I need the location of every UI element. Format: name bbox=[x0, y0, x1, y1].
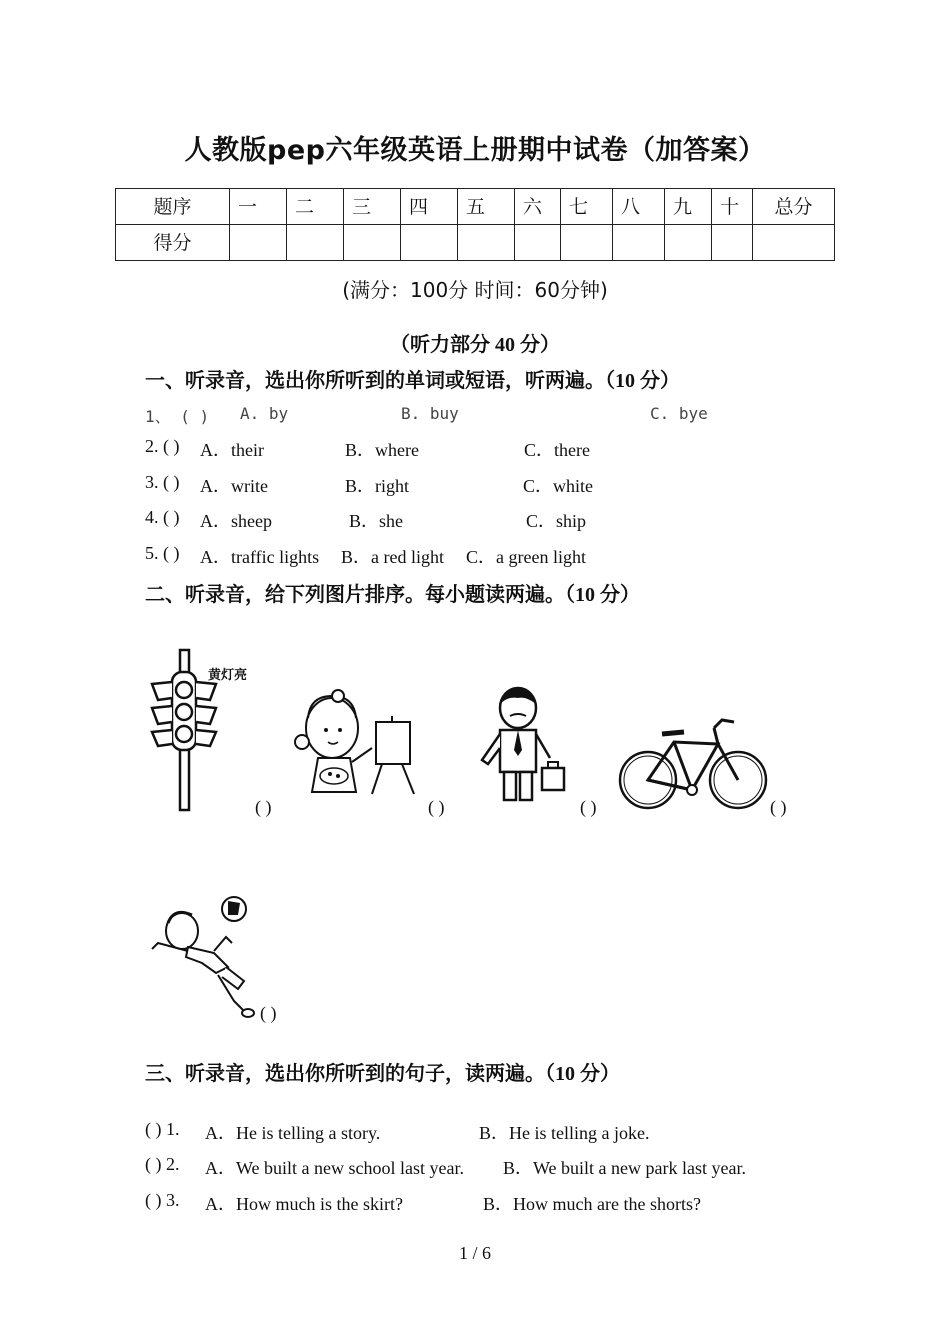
s3-q1-option-a: A．He is telling a story. bbox=[205, 1123, 381, 1143]
score-table-score-row bbox=[116, 225, 835, 261]
q2-option-c: C．there bbox=[524, 440, 590, 460]
q4-number: 4. ( ) bbox=[145, 507, 180, 527]
s3-q3-option-a: A．How much is the skirt? bbox=[205, 1194, 403, 1214]
q1-option-a: A. by bbox=[240, 404, 289, 423]
q5-option-b: B．a red light bbox=[341, 547, 444, 567]
bicycle-picture bbox=[618, 716, 770, 812]
answer-blank-1[interactable]: ( ) bbox=[255, 797, 272, 817]
q3-option-c: C．white bbox=[523, 476, 593, 496]
page-number: 1 / 6 bbox=[458, 1243, 491, 1263]
score-header-cell: 八 bbox=[613, 189, 665, 225]
score-cell[interactable] bbox=[561, 225, 613, 261]
page-title: 人教版pep六年级英语上册期中试卷（加答案） bbox=[184, 135, 766, 166]
listening-part-heading: （听力部分 40 分） bbox=[390, 334, 560, 356]
score-header-cell: 一 bbox=[230, 189, 287, 225]
score-cell[interactable] bbox=[665, 225, 712, 261]
exam-note: (满分：100分 时间：60分钟) bbox=[342, 278, 608, 302]
score-cell[interactable] bbox=[401, 225, 458, 261]
q5-option-a: A．traffic lights bbox=[200, 547, 320, 567]
answer-blank-3[interactable]: ( ) bbox=[580, 797, 597, 817]
boy-playing-football-picture bbox=[148, 893, 258, 1023]
q4-option-c: C．ship bbox=[526, 511, 587, 531]
score-cell[interactable] bbox=[287, 225, 344, 261]
score-table bbox=[115, 188, 835, 261]
s3-q3-option-b: B．How much are the shorts? bbox=[483, 1194, 701, 1214]
s3-q2-number: ( ) 2. bbox=[145, 1154, 180, 1174]
q4-option-a: A．sheep bbox=[200, 511, 272, 531]
q4-option-b: B．she bbox=[349, 511, 403, 531]
s3-q2-option-b: B．We built a new park last year. bbox=[503, 1158, 746, 1178]
score-header-cell: 四 bbox=[401, 189, 458, 225]
q2-number: 2. ( ) bbox=[145, 436, 180, 456]
score-header-cell: 五 bbox=[458, 189, 515, 225]
q5-option-c: C．a green light bbox=[466, 547, 586, 567]
score-header-cell: 总分 bbox=[753, 189, 835, 225]
score-header-cell: 三 bbox=[344, 189, 401, 225]
answer-blank-5[interactable]: ( ) bbox=[260, 1003, 277, 1023]
score-cell[interactable] bbox=[515, 225, 561, 261]
traffic-light-caption: 黄灯亮 bbox=[208, 668, 248, 683]
section-one-heading: 一、听录音，选出你所听到的单词或短语，听两遍。（10 分） bbox=[145, 370, 680, 392]
section-two-heading: 二、听录音，给下列图片排序。每小题读两遍。（10 分） bbox=[145, 584, 640, 606]
q5-number: 5. ( ) bbox=[145, 543, 180, 563]
score-header-cell: 九 bbox=[665, 189, 712, 225]
score-table-header-row bbox=[116, 189, 835, 225]
score-header-cell: 六 bbox=[515, 189, 561, 225]
q3-option-b: B．right bbox=[345, 476, 410, 496]
s3-q1-option-b: B．He is telling a joke. bbox=[479, 1123, 650, 1143]
score-header-cell: 二 bbox=[287, 189, 344, 225]
answer-blank-4[interactable]: ( ) bbox=[770, 797, 787, 817]
s3-q1-number: ( ) 1. bbox=[145, 1119, 180, 1139]
score-cell[interactable] bbox=[344, 225, 401, 261]
q1-option-c: C. bye bbox=[650, 404, 708, 423]
answer-blank-2[interactable]: ( ) bbox=[428, 797, 445, 817]
s3-q3-number: ( ) 3. bbox=[145, 1190, 180, 1210]
q3-number: 3. ( ) bbox=[145, 472, 180, 492]
s3-q2-option-a: A．We built a new school last year. bbox=[205, 1158, 464, 1178]
man-with-briefcase-picture bbox=[476, 686, 571, 806]
score-cell[interactable] bbox=[458, 225, 515, 261]
score-cell[interactable] bbox=[230, 225, 287, 261]
q1-number: 1、 ( ) bbox=[145, 407, 210, 426]
score-cell[interactable] bbox=[712, 225, 753, 261]
q3-option-a: A．write bbox=[200, 476, 268, 496]
q1-option-b: B. buy bbox=[401, 404, 459, 423]
girl-painting-picture bbox=[290, 688, 430, 800]
q2-option-b: B．where bbox=[345, 440, 419, 460]
score-cell[interactable] bbox=[753, 225, 835, 261]
score-header-cell: 七 bbox=[561, 189, 613, 225]
score-header-cell: 题序 bbox=[116, 189, 230, 225]
section-three-heading: 三、听录音，选出你所听到的句子，读两遍。（10 分） bbox=[145, 1063, 620, 1085]
q2-option-a: A．their bbox=[200, 440, 264, 460]
score-header-cell: 十 bbox=[712, 189, 753, 225]
score-cell[interactable] bbox=[613, 225, 665, 261]
score-row-label: 得分 bbox=[116, 225, 230, 261]
